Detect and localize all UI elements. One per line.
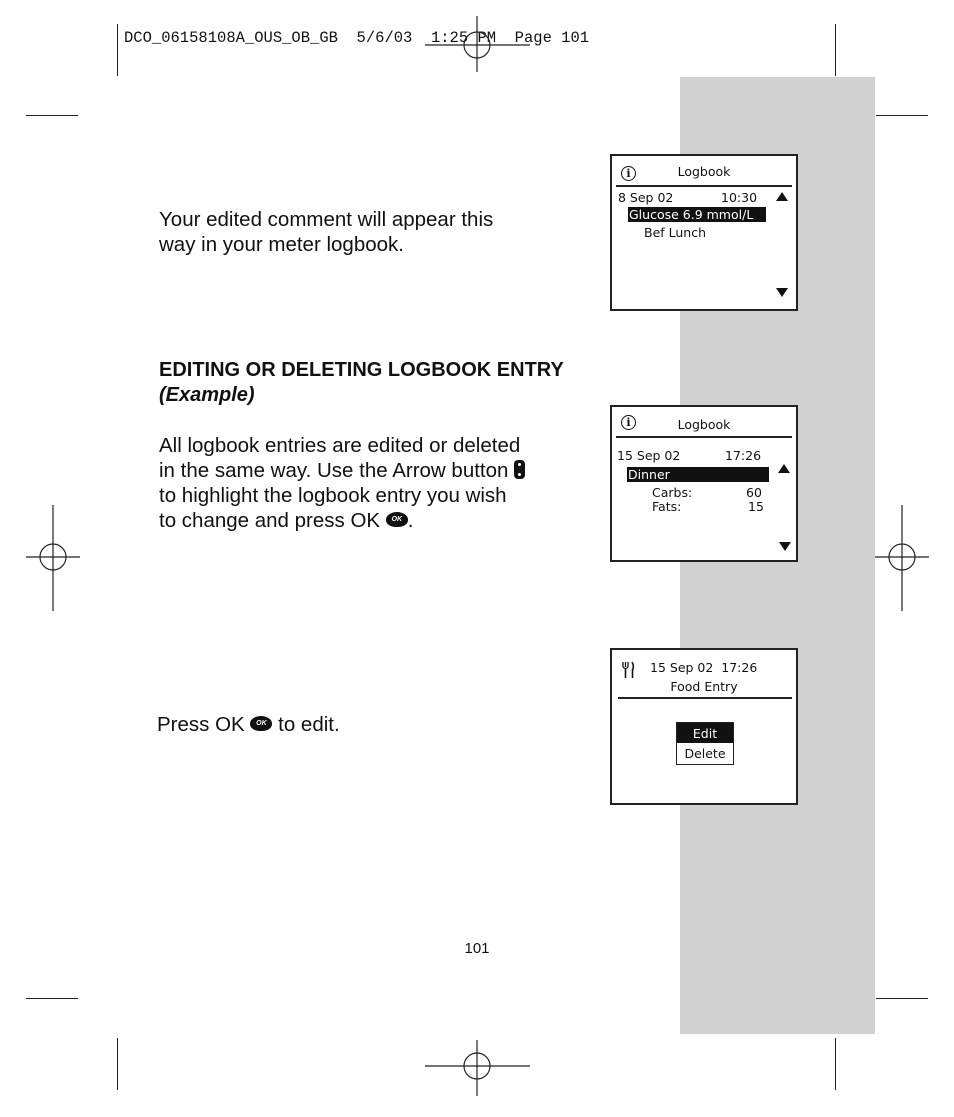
- page-number: 101: [464, 940, 490, 957]
- arrow-button-icon: [514, 460, 525, 479]
- screen-divider: [618, 697, 792, 699]
- ok-button-icon: OK: [386, 512, 408, 527]
- print-slug: DCO_06158108A_OUS_OB_GB 5/6/03 1:25 PM Page 101: [124, 29, 590, 47]
- meter-screen-food-entry: [610, 648, 798, 805]
- crop-mark: [835, 1038, 836, 1090]
- menu-item-edit[interactable]: Edit: [677, 723, 733, 743]
- crop-mark: [835, 24, 836, 76]
- registration-mark-top: [425, 16, 530, 72]
- section2-text: All logbook entries are edited or deleted in the same way. Use the Arrow button to highlight the logbook entry you wish to change and press OK OK .: [159, 433, 525, 533]
- entry-date: 15 Sep 02: [617, 448, 681, 463]
- entry-row-label: Carbs:: [652, 485, 693, 500]
- ok-button-icon: OK: [250, 716, 272, 731]
- scroll-up-icon: [776, 192, 788, 201]
- scroll-up-icon: [778, 464, 790, 473]
- section1-text: Your edited comment will appear this way in your meter logbook.: [159, 208, 494, 256]
- info-icon: i: [621, 415, 636, 430]
- menu-item-delete[interactable]: Delete: [684, 746, 726, 761]
- screen-divider: [616, 436, 792, 438]
- entry-row-value: 60: [746, 485, 762, 500]
- fork-knife-icon: [621, 661, 635, 679]
- food-entry-title: Food Entry: [670, 679, 738, 694]
- registration-mark-bottom: [425, 1040, 530, 1096]
- highlighted-entry: Dinner: [627, 467, 769, 482]
- crop-mark: [26, 115, 78, 116]
- entry-row-label: Fats:: [652, 499, 682, 514]
- screen-divider: [616, 185, 792, 187]
- food-entry-datetime: 15 Sep 02 17:26: [650, 660, 758, 675]
- entry-row-value: 15: [748, 499, 764, 514]
- entry-date: 8 Sep 02: [618, 190, 674, 205]
- screen-title: Logbook: [677, 164, 731, 179]
- entry-comment: Bef Lunch: [644, 225, 707, 240]
- crop-mark: [117, 1038, 118, 1090]
- entry-time: 10:30: [721, 190, 758, 205]
- edit-delete-menu: [676, 722, 734, 765]
- crop-mark: [26, 998, 78, 999]
- section3-text: Press OK OK to edit.: [157, 713, 340, 736]
- meter-screen-logbook-2: [610, 405, 798, 562]
- registration-mark-left: [26, 505, 80, 611]
- highlighted-entry: Glucose 6.9 mmol/L: [628, 207, 766, 222]
- info-icon: i: [621, 166, 636, 181]
- screen-title: Logbook: [677, 417, 731, 432]
- entry-time: 17:26: [725, 448, 762, 463]
- meter-screen-logbook-1: [610, 154, 798, 311]
- scroll-down-icon: [779, 542, 791, 551]
- crop-mark: [876, 998, 928, 999]
- registration-mark-right: [875, 505, 929, 611]
- section-heading: EDITING OR DELETING LOGBOOK ENTRY (Example): [159, 359, 564, 406]
- crop-mark: [876, 115, 928, 116]
- scroll-down-icon: [776, 288, 788, 297]
- crop-mark: [117, 24, 118, 76]
